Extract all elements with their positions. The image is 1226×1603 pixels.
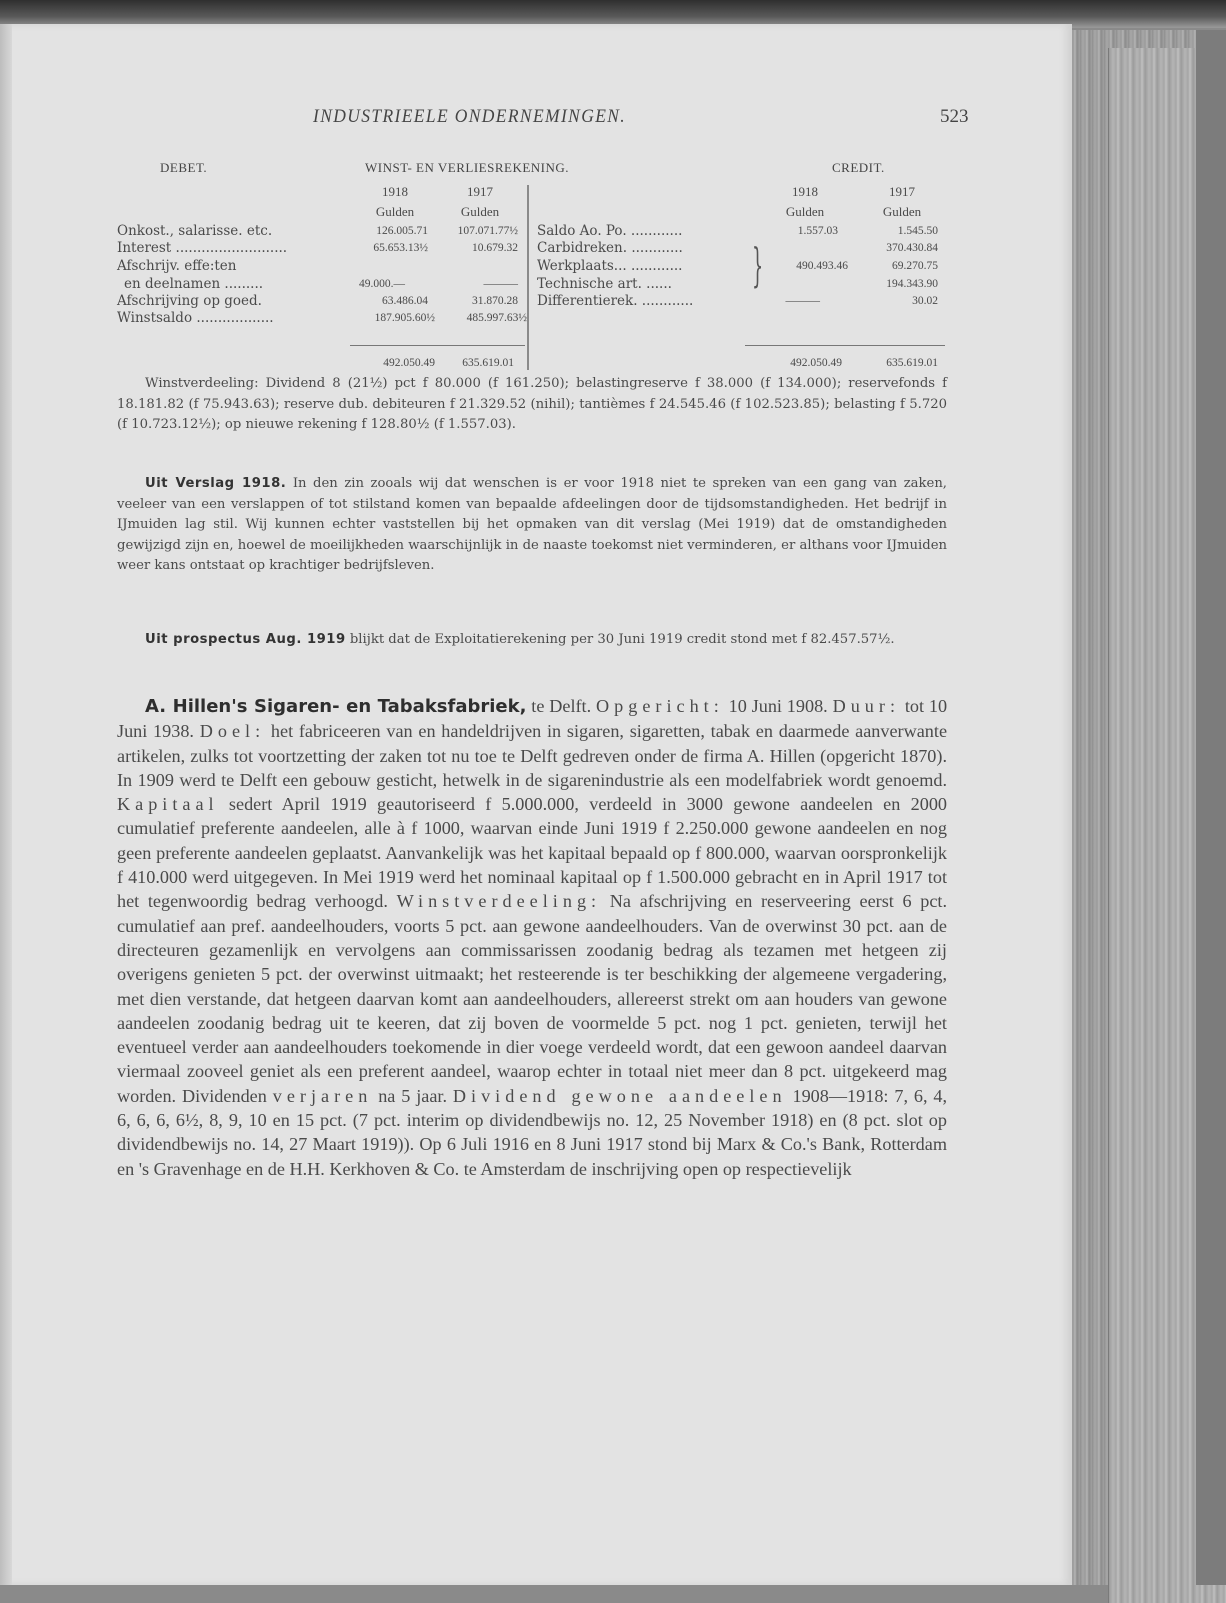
debet-row-1917: 31.870.28	[472, 295, 518, 307]
opgericht-value: 10 Juni 1908.	[728, 696, 828, 716]
debet-row-1918: 187.905.60½	[374, 312, 435, 324]
duur-label: Duur:	[832, 696, 900, 716]
prospectus-paragraph	[117, 630, 947, 651]
credit-total-1918: 492.050.49	[790, 357, 842, 369]
page-left-edge	[0, 24, 12, 1585]
debet-row-label: Afschrijv. effe:ten	[117, 258, 237, 274]
doel-value: het fabriceeren van en handeldrijven in sigaren, sigaretten, tabak en daarmede aanverwante artikelen, zulks tot voortzetting der zaken tot nu toe te Delft gedreven onder de firma A. Hillen (opgericht 1870). In 1909 werd te Delft een gebouw gesticht, hetwelk in de sigarenindustrie als een modelfabriek wordt genoemd.	[117, 721, 948, 790]
doel-label: Doel:	[199, 721, 266, 742]
book-fore-edges	[1068, 30, 1226, 1585]
prospectus-text: blijkt dat de Exploitatierekening per 30 Juni 1919 credit stond met f 82.457.57½.	[349, 632, 895, 647]
debet-total-rule	[350, 345, 525, 346]
credit-row-1917: 30.02	[912, 295, 938, 307]
verjaren-value: na 5 jaar.	[378, 1085, 447, 1106]
debet-total-1917: 635.619.01	[462, 357, 514, 369]
credit-row-1918: 490.493.46	[796, 260, 848, 272]
debet-row-1918: 49.000.—	[359, 278, 405, 290]
verjaren-label: verjaren	[272, 1085, 373, 1106]
credit-row-1917: 1.545.50	[897, 225, 938, 237]
debet-row-1918: 126.005.71	[376, 225, 428, 237]
credit-total-1917: 635.619.01	[886, 357, 938, 369]
account-title: WINST- EN VERLIESREKENING.	[365, 160, 570, 175]
company-entry	[117, 694, 947, 1181]
debet-row-1918: 65.653.13½	[373, 242, 428, 254]
page-number: 523	[940, 106, 969, 127]
debet-currency-1917: Gulden	[460, 204, 500, 219]
credit-currency-1918: Gulden	[785, 204, 825, 219]
credit-row-1917: 194.343.90	[886, 278, 938, 290]
debet-row-1918: 63.486.04	[382, 295, 428, 307]
debet-label: DEBET.	[160, 160, 208, 175]
debet-row-label: Afschrijving op goed.	[117, 293, 262, 309]
debet-row-label: Winstsaldo ..................	[117, 310, 274, 326]
verslag-heading: Uit Verslag 1918.	[145, 476, 287, 491]
brace-symbol: }	[752, 238, 764, 293]
credit-row-label: Technische art. ......	[537, 276, 672, 292]
kapitaal-value: sedert April 1919 geautoriseerd f 5.000.000, verdeeld in 3000 gewone aandeelen en 2000 cumulatief preferente aandeelen, alle à f 1000, waarvan einde Juni 1919 f 2.250.000 gewone aandeelen en nog geen preferente aandeelen geplaatst. Aanvankelijk was het kapitaal bepaald op f 800.000, waarvan oorspronkelijk f 410.000 werd uitgegeven. In Mei 1919 werd het nominaal kapitaal op f 1.500.000 gebracht en in April 1917 tot het tegenwoordig bedrag verhoogd.	[117, 794, 948, 912]
debet-currency-1918: Gulden	[375, 204, 415, 219]
debet-row-label: Onkost., salarisse. etc.	[117, 223, 273, 239]
credit-row-1918: 1.557.03	[797, 225, 838, 237]
credit-row-label: Differentierek. ............	[537, 293, 694, 309]
credit-row-label: Carbidreken. ............	[537, 240, 683, 256]
dividend-label: Dividend gewone aandeelen	[452, 1085, 787, 1106]
credit-year-1918: 1918	[792, 184, 818, 199]
winstverdeeling-label: Winstverdeeling:	[396, 891, 602, 912]
opgericht-label: Opgericht:	[596, 696, 724, 716]
debet-year-1918: 1918	[382, 184, 408, 199]
credit-currency-1917: Gulden	[882, 204, 922, 219]
winstverdeeling-text: Winstverdeeling: Dividend 8 (21½) pct f 80.000 (f 161.250); belastingreserve f 38.000 (f 134.000); reservefonds f 18.181.82 (f 75.943.63); reserve dub. debiteuren f 21.329.52 (nihil); tantièmes f 24.545.46 (f 102.523.85); belasting f 5.720 (f 10.723.12½); op nieuwe rekening f 128.80½ (f 1.557.03).	[117, 376, 947, 433]
prospectus-heading: Uit prospectus Aug. 1919	[145, 632, 346, 647]
debet-row-1917: ———	[483, 278, 518, 290]
credit-row-1917: 370.430.84	[886, 242, 938, 254]
credit-row-label: Saldo Ao. Po. ............	[537, 223, 683, 239]
verslag-text: In den zin zooals wij dat wenschen is er voor 1918 niet te spreken van een gang van zaken, veeleer van een verslappen of tot stilstand komen van bepaalde afdeelingen door de tijdsomstandigheden. Het bedrijf in IJmuiden lag stil. Wij kunnen echter vaststellen bij het opmaken van dit verslag (Mei 1919) dat de omstandigheden gewijzigd zijn en, hoewel de moeilijkheden waarschijnlijk in de naaste toekomst niet verminderen, er althans voor IJmuiden weer kans ontstaat op krachtiger bedrijfsleven.	[117, 476, 948, 574]
winstverdeeling-paragraph	[117, 374, 947, 436]
credit-label: CREDIT.	[832, 160, 885, 175]
debet-year-1917: 1917	[467, 184, 493, 199]
debet-row-1917: 485.997.63½	[466, 312, 527, 324]
debet-row-label: en deelnamen .........	[124, 276, 264, 292]
winstverdeeling-value: Na afschrijving en reserveering eerst 6 pct. cumulatief aan pref. aandeelhouders, voorts 5 pct. aan gewone aandeelhouders. Van de overwinst 30 pct. aan de directeuren gezamenlijk en vervolgens aan commissarissen zoodanig bedrag als tezamen met hetgeen zij overigens genieten 5 pct. der overwinst uitmaakt; het resteerende is ter beschikking der algemeene vergadering, met dien verstande, dat hetgeen daarvan komt aan aandeelhouders, allereerst strekt om aan houders van gewone aandeelen zoodanig bedrag uit te keeren, dat zij boven de voormelde 5 pct. nog 1 pct. genieten, terwijl het eventueel verder aan aandeelhouders toekomende in dier voege verdeeld wordt, dat een gewoon aandeel daarvan viermaal zooveel geniet als een preferent aandeel, waarop echter in totaal niet meer dan 8 pct. uitgekeerd mag worden. Dividenden	[117, 891, 948, 1106]
credit-row-1918: ———	[785, 295, 820, 307]
dividend-value: 1908—1918: 7, 6, 4, 6, 6, 6, 6½, 8, 9, 10 en 15 pct. (7 pct. interim op dividendbewijs no. 12, 25 November 1918) en (8 pct. slot op dividendbewijs no. 14, 27 Maart 1919)). Op 6 Juli 1916 en 8 Juni 1917 stond bij Marx & Co.'s Bank, Rotterdam en 's Gravenhage en de H.H. Kerkhoven & Co. te Amsterdam de inschrijving open op respectievelijk	[117, 1085, 948, 1179]
debet-row-1917: 10.679.32	[472, 242, 518, 254]
running-title: INDUSTRIEELE ONDERNEMINGEN.	[313, 106, 627, 127]
company-location: te Delft.	[531, 696, 592, 716]
debet-total-1918: 492.050.49	[383, 357, 435, 369]
debet-row-1917: 107.071.77½	[457, 225, 518, 237]
verslag-paragraph	[117, 474, 947, 577]
debet-row-label: Interest ..........................	[117, 240, 288, 256]
credit-year-1917: 1917	[889, 184, 915, 199]
credit-row-1917: 69.270.75	[892, 260, 938, 272]
credit-row-label: Werkplaats... ............	[537, 258, 683, 274]
credit-total-rule	[745, 345, 945, 346]
kapitaal-label: Kapitaal	[117, 794, 219, 815]
company-name: A. Hillen's Sigaren- en Tabaksfabriek,	[145, 696, 527, 717]
duur-value: tot 10 Juni 1938.	[117, 696, 948, 742]
account-divider	[527, 185, 529, 370]
